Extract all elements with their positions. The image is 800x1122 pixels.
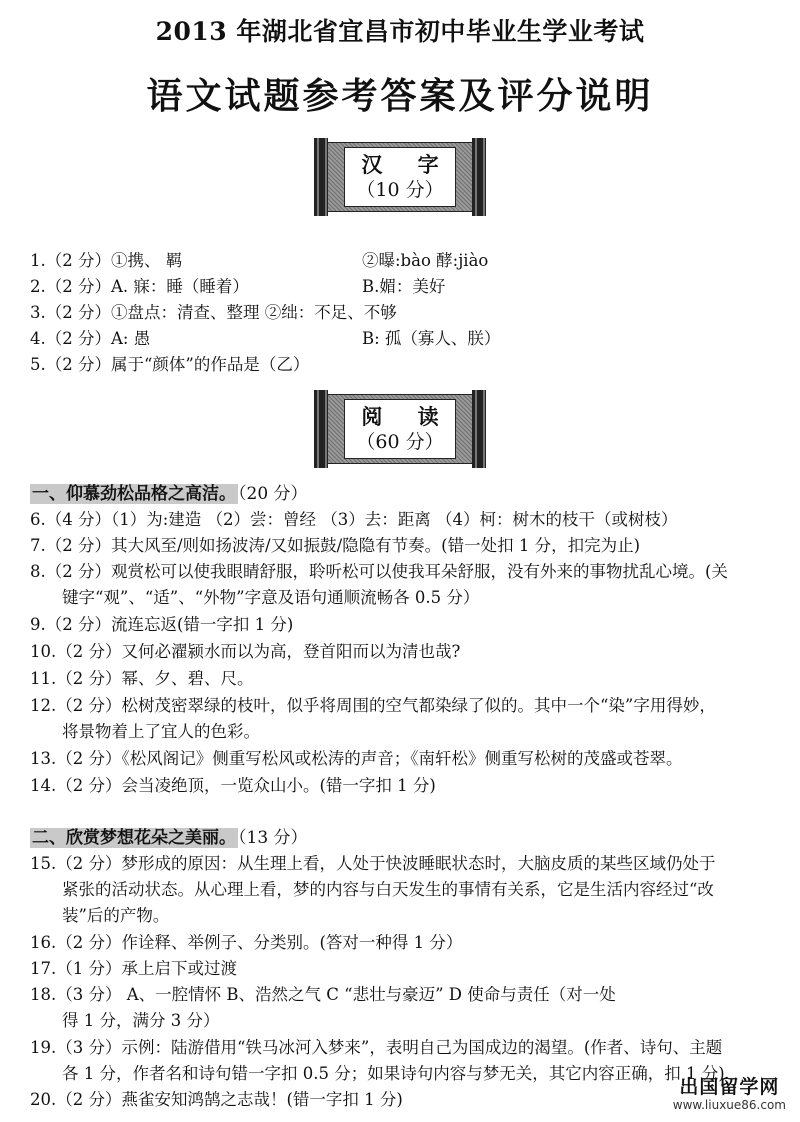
site-watermark [673,1078,786,1114]
answer-line [30,250,489,272]
section-name: 汉 字 [361,152,453,177]
answer-q14: 14.（2 分）会当凌绝顶，一览众山小。(错一字扣 1 分) [30,776,436,795]
answer-q20: 20.（2 分）燕雀安知鸿鹄之志哉！(错一字扣 1 分) [30,1090,403,1109]
section-score: （60 分） [356,431,444,453]
answer-line [30,276,446,298]
scroll-panel [344,147,456,207]
answer-q18-cont: 得 1 分，满分 3 分） [62,1011,220,1030]
part2-heading [30,827,308,849]
answer-q19-cont: 各 1 分，作者名和诗句错一字扣 0.5 分；如果诗句内容与梦无关，其它内容正确，扣 1 分) [62,1064,725,1083]
exam-title: 2013 年湖北省宜昌市初中毕业生学业考试 [155,17,645,46]
part1-heading [30,483,308,505]
watermark-url: www.liuxue86.com [672,1098,786,1112]
answer-q8-cont: 键字“观”、“适”、“外物”字意及语句通顺流畅各 0.5 分） [62,588,480,607]
answer-q2: 2.（2 分）A. 寐：睡（睡着） [30,277,249,296]
scroll-rod-left [314,138,328,216]
answer-q12: 12.（2 分）松树茂密翠绿的枝叶，似乎将周围的空气都染绿了似的。其中一个“染”字用得妙， [30,696,716,715]
answer-q4-part2: B: 孤（寡人、朕） [362,329,501,348]
answer-q1: 1.（2 分）①携、 羁 [30,251,183,270]
answer-q18: 18.（3 分） A、一腔情怀 B、浩然之气 C “悲壮与豪迈” D 使命与责任（对一处 [30,985,616,1004]
scroll-panel [344,399,456,459]
answer-q2-part2: B.媚：美好 [362,277,446,296]
part1-points: （20 分） [238,484,308,504]
answer-q13: 13.（2 分）《松风阁记》侧重写松风或松涛的声音；《南轩松》侧重写松树的茂盛或苍翠。 [30,749,683,768]
section-score: （10 分） [356,179,444,201]
answer-q3: 3.（2 分）①盘点：清查、整理 ②绌：不足、不够 [30,303,397,322]
answer-q15-cont: 紧张的活动状态。从心理上看，梦的内容与白天发生的事情有关系，它是生活内容经过“改 [62,880,714,899]
part2-points: （13 分） [238,828,308,848]
answer-q12-cont: 将景物着上了宜人的色彩。 [62,722,260,741]
answer-q8: 8.（2 分）观赏松可以使我眼睛舒服，聆听松可以使我耳朵舒服，没有外来的事物扰乱心境。(关 [30,562,728,581]
answer-q9: 9.（2 分）流连忘返(错一字扣 1 分) [30,615,294,634]
scroll-rod-right [472,138,486,216]
part1-title: 一、仰慕劲松品格之高洁。 [32,484,236,504]
answer-q1-part2: ②曝:bào 酵:jiào [362,251,489,270]
section-banner-yuedu [314,390,486,468]
answer-q7: 7.（2 分）其大风至/则如扬波涛/又如振鼓/隐隐有节奏。(错一处扣 1 分，扣完为止) [30,536,641,555]
scroll-rod-left [314,390,328,468]
answer-line [30,328,501,350]
watermark-name: 出国留学网 [679,1076,780,1098]
answer-q10: 10.（2 分）又何必濯颍水而以为高，登首阳而以为清也哉? [30,642,461,661]
answer-q15: 15.（2 分）梦形成的原因：从生理上看，人处于快波睡眠状态时，大脑皮质的某些区域仍处于 [30,854,716,873]
answer-q15-cont: 装”后的产物。 [62,906,170,925]
answer-q6: 6.（4 分）（1）为:建造 （2）尝：曾经 （3）去：距离 （4）柯：树木的枝干（或树枝） [30,510,678,529]
part2-title: 二、欣赏梦想花朵之美丽。 [32,828,236,848]
section-banner-hanzi [314,138,486,216]
section-name: 阅 读 [361,404,453,429]
answer-q19: 19.（3 分）示例：陆游借用“铁马冰河入梦来”，表明自己为国成边的渴望。(作者、诗句、主题 [30,1038,723,1057]
answer-q11: 11.（2 分）幂、夕、碧、尺。 [30,669,254,688]
scroll-rod-right [472,390,486,468]
answer-q17: 17.（1 分）承上启下或过渡 [30,959,237,978]
document-title: 语文试题参考答案及评分说明 [146,75,654,117]
answer-q4: 4.（2 分）A: 愚 [30,329,151,348]
answer-q5: 5.（2 分）属于“颜体”的作品是（乙） [30,355,310,374]
answer-q16: 16.（2 分）作诠释、举例子、分类别。(答对一种得 1 分） [30,933,463,952]
